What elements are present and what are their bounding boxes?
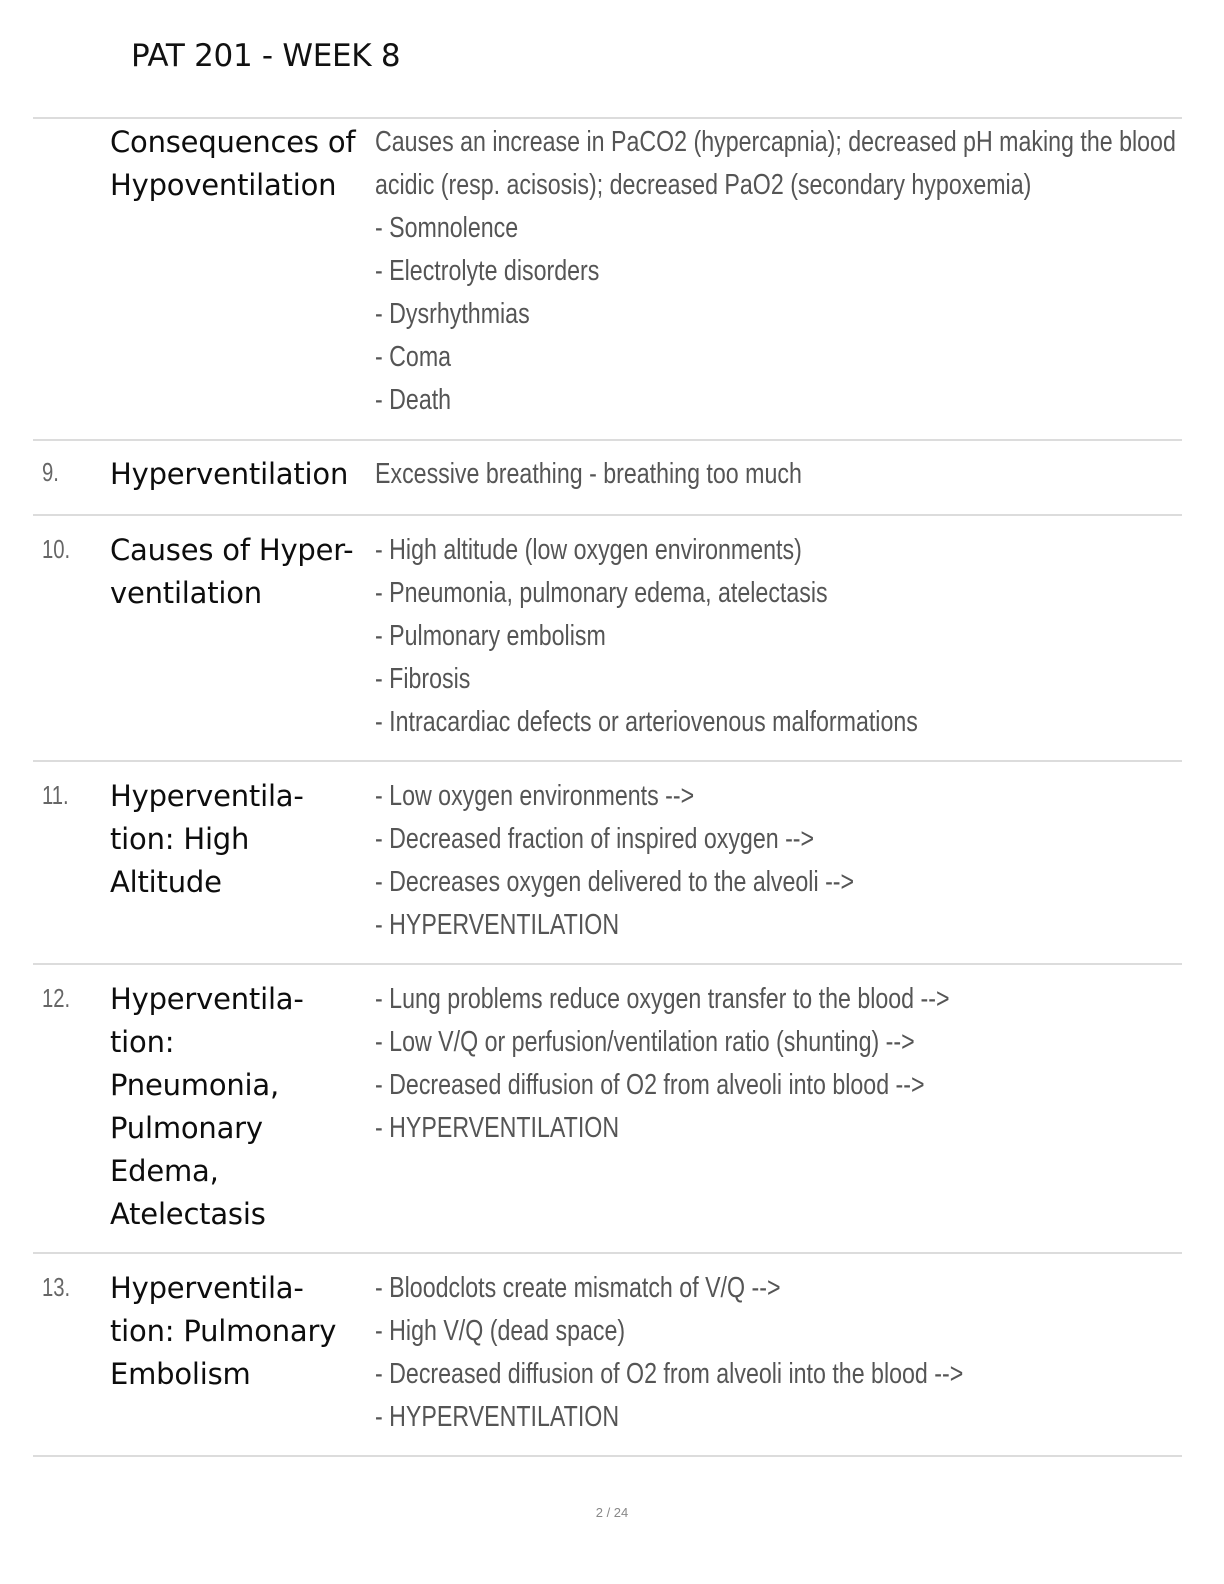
definition-line: Causes an increase in PaCO2 (hypercapnia); decreased pH making the blood [375,126,1176,158]
card-number: 12. [42,983,71,1013]
card-pneumonia-edema-atelectasis [33,963,1182,1252]
definition-line: - Coma [375,341,452,373]
definition-line: Excessive breathing - breathing too much [375,458,802,490]
definition-line: - Low V/Q or perfusion/ventilation ratio (shunting) --> [375,1026,915,1058]
card-consequences-hypoventilation [33,117,1182,439]
definition-line: - Death [375,384,452,416]
card-number: 10. [42,534,71,564]
flashcard-list [33,117,1182,1457]
definition-line: - Fibrosis [375,663,471,695]
definition-line: - Decreased diffusion of O2 from alveoli into the blood --> [375,1358,964,1390]
card-hyperventilation [33,439,1182,514]
definition-line: - Decreased diffusion of O2 from alveoli into blood --> [375,1069,925,1101]
card-term: Causes of Hyper- ventilation [110,533,354,610]
definition-line: - HYPERVENTILATION [375,1401,620,1433]
card-definition [375,1267,963,1439]
card-pulmonary-embolism [33,1252,1182,1457]
definition-line: - Decreases oxygen delivered to the alveoli --> [375,866,855,898]
definition-line: - Somnolence [375,212,519,244]
card-number: 11. [42,780,69,810]
definition-line: - Decreased fraction of inspired oxygen --> [375,823,815,855]
definition-line: - HYPERVENTILATION [375,1112,620,1144]
card-term: Hyperventilation [110,457,349,491]
definition-line: - HYPERVENTILATION [375,909,620,941]
definition-line: - High V/Q (dead space) [375,1315,626,1347]
definition-line: - High altitude (low oxygen environments) [375,534,802,566]
card-definition [375,529,918,744]
definition-line: - Low oxygen environments --> [375,780,695,812]
card-definition [375,775,854,947]
page-number: 2 / 24 [595,1505,629,1520]
definition-line: - Dysrhythmias [375,298,530,330]
card-definition [375,978,950,1150]
card-term: Hyperventila- tion: Pneumonia, Pulmonary Edema, Atelectasis [110,982,304,1231]
page-title: PAT 201 - WEEK 8 [131,38,401,74]
card-definition [375,453,802,496]
definition-line: - Intracardiac defects or arteriovenous malformations [375,706,918,738]
definition-line: - Bloodclots create mismatch of V/Q --> [375,1272,781,1304]
card-causes-hyperventilation [33,514,1182,760]
card-number: 13. [42,1272,71,1302]
definition-line: acidic (resp. acisosis); decreased PaO2 (secondary hypoxemia) [375,169,1032,201]
card-definition [375,121,1176,422]
card-high-altitude [33,760,1182,963]
card-term: Consequences of Hypoventilation [110,125,356,202]
definition-line: - Pulmonary embolism [375,620,606,652]
card-number: 9. [42,457,59,487]
card-term: Hyperventila- tion: High Altitude [110,779,304,899]
definition-line: - Pneumonia, pulmonary edema, atelectasis [375,577,828,609]
card-term: Hyperventila- tion: Pulmonary Embolism [110,1271,337,1391]
definition-line: - Lung problems reduce oxygen transfer to the blood --> [375,983,950,1015]
definition-line: - Electrolyte disorders [375,255,600,287]
